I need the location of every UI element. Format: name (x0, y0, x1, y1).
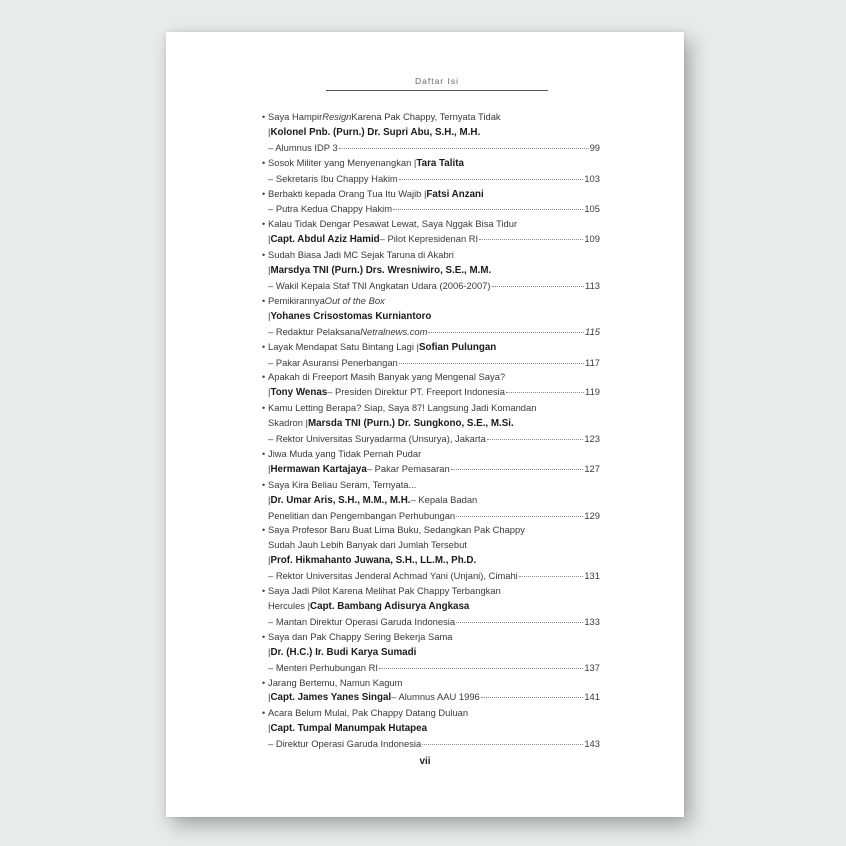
contributor-name: Capt. Tumpal Manumpak Hutapea (270, 723, 428, 735)
page-number: 129 (584, 509, 600, 521)
toc-entry: • Saya dan Pak Chappy Sering Bekerja Sama | Dr. (H.C.) Ir. Budi Karya Sumadi – Menteri Perhubungan RI 137 (268, 630, 600, 676)
contributor-name: Prof. Hikmahanto Juwana, S.H., LL.M., Ph.D. (270, 555, 477, 567)
contributor-name: Fatsi Anzani (426, 188, 484, 200)
contributor-name: Marsdya TNI (Purn.) Drs. Wresniwiro, S.E., M.M. (270, 265, 492, 277)
running-header: Daftar Isi (414, 76, 459, 86)
toc-entry: • Sudah Biasa Jadi MC Sejak Taruna di Akabri | Marsdya TNI (Purn.) Drs. Wresniwiro, S.E., M.M. – Wakil Kepala Staf TNI Angkatan Udara (2006-2007) 113 (268, 248, 600, 294)
page-number: 131 (584, 570, 600, 582)
contributor-name: Capt. James Yanes Singal (270, 692, 392, 704)
contributor-name: Tony Wenas (270, 387, 328, 399)
toc-entry: • Jarang Bertemu, Namun Kagum | Capt. James Yanes Singal – Alumnus AAU 1996 141 (268, 676, 600, 707)
toc-entry: • Layak Mendapat Satu Bintang Lagi | Sofian Pulungan – Pakar Asuransi Penerbangan 117 (268, 340, 600, 371)
toc-entry: • Kalau Tidak Dengar Pesawat Lewat, Saya Nggak Bisa Tidur | Capt. Abdul Aziz Hamid – Pilot Kepresidenan RI 109 (268, 217, 600, 248)
page-folio: vii (419, 756, 431, 767)
page-number: 127 (584, 462, 600, 474)
contributor-name: Yohanes Crisostomas Kurniantoro (270, 310, 432, 322)
contributor-name: Kolonel Pnb. (Purn.) Dr. Supri Abu, S.H., M.H. (270, 126, 481, 138)
page-number: 99 (589, 141, 600, 153)
page-number: 123 (584, 433, 600, 445)
contributor-name: Dr. Umar Aris, S.H., M.M., M.H. (270, 494, 411, 506)
page-number: 105 (584, 203, 600, 215)
header-rule (326, 90, 548, 91)
toc-entry: • Berbakti kepada Orang Tua Itu Wajib | Fatsi Anzani – Putra Kedua Chappy Hakim 105 (268, 187, 600, 218)
page-number: 119 (585, 386, 600, 398)
contributor-name: Capt. Abdul Aziz Hamid (270, 234, 380, 246)
toc-entry: • Apakah di Freeport Masih Banyak yang Mengenal Saya? | Tony Wenas – Presiden Direktur PT. Freeport Indonesia 119 (268, 370, 600, 401)
toc-entry: • Sosok Militer yang Menyenangkan | Tara Talita – Sekretaris Ibu Chappy Hakim 103 (268, 156, 600, 187)
table-of-contents (262, 110, 600, 752)
contributor-name: Tara Talita (416, 157, 464, 169)
contributor-name: Capt. Bambang Adisurya Angkasa (310, 601, 470, 612)
toc-entry: • Kamu Letting Berapa? Siap, Saya 87! Langsung Jadi Komandan Skadron | Marsda TNI (Purn.) Dr. Sungkono, S.E., M.Si. – Rektor Universitas Suryadarma (Unsurya), Jakarta 123 (268, 401, 600, 447)
toc-entry: • Saya Kira Beliau Seram, Ternyata... | Dr. Umar Aris, S.H., M.M., M.H. – Kepala Badan Penelitian dan Pengembangan Perhubungan 129 (268, 478, 600, 524)
page-number: 133 (584, 615, 600, 627)
contributor-name: Dr. (H.C.) Ir. Budi Karya Sumadi (270, 646, 417, 658)
toc-entry: • Saya Profesor Baru Buat Lima Buku, Sedangkan Pak Chappy Sudah Jauh Lebih Banyak dari Jumlah Tersebut | Prof. Hikmahanto Juwana, S.H., LL.M., Ph.D. – Rektor Universitas Jenderal Achmad Yani (Unjani), Cimahi 131 (268, 523, 600, 584)
bullet: • (262, 112, 266, 122)
page-number: 143 (584, 738, 600, 750)
toc-entry: • Pemikirannya Out of the Box | Yohanes Crisostomas Kurniantoro – Redaktur Pelaksana Netralnews.com 115 (268, 294, 600, 340)
page-number: 113 (585, 279, 600, 291)
contributor-name: Sofian Pulungan (418, 341, 497, 353)
page-number: 137 (584, 661, 600, 673)
toc-entry: • Saya Jadi Pilot Karena Melihat Pak Chappy Terbangkan Hercules | Capt. Bambang Adisurya Angkasa – Mantan Direktur Operasi Garuda Indonesia 133 (268, 584, 600, 630)
page-number: 103 (584, 172, 600, 184)
contributor-name: Hermawan Kartajaya (270, 463, 367, 475)
toc-entry: • Acara Belum Mulai, Pak Chappy Datang Duluan | Capt. Tumpal Manumpak Hutapea – Direktur Operasi Garuda Indonesia 143 (268, 706, 600, 752)
contributor-name: Marsda TNI (Purn.) Dr. Sungkono, S.E., M.Si. (307, 418, 514, 430)
page-number: 109 (584, 233, 600, 245)
toc-entry: • Saya Hampir Resign Karena Pak Chappy, Ternyata Tidak | Kolonel Pnb. (Purn.) Dr. Supri Abu, S.H., M.H. – Alumnus IDP 3 99 (268, 110, 600, 156)
page-number: 117 (585, 356, 600, 368)
book-page (166, 32, 684, 817)
page-number: 141 (584, 691, 600, 703)
toc-entry: • Jiwa Muda yang Tidak Pernah Pudar | Hermawan Kartajaya – Pakar Pemasaran 127 (268, 447, 600, 478)
page-number: 115 (585, 325, 600, 337)
